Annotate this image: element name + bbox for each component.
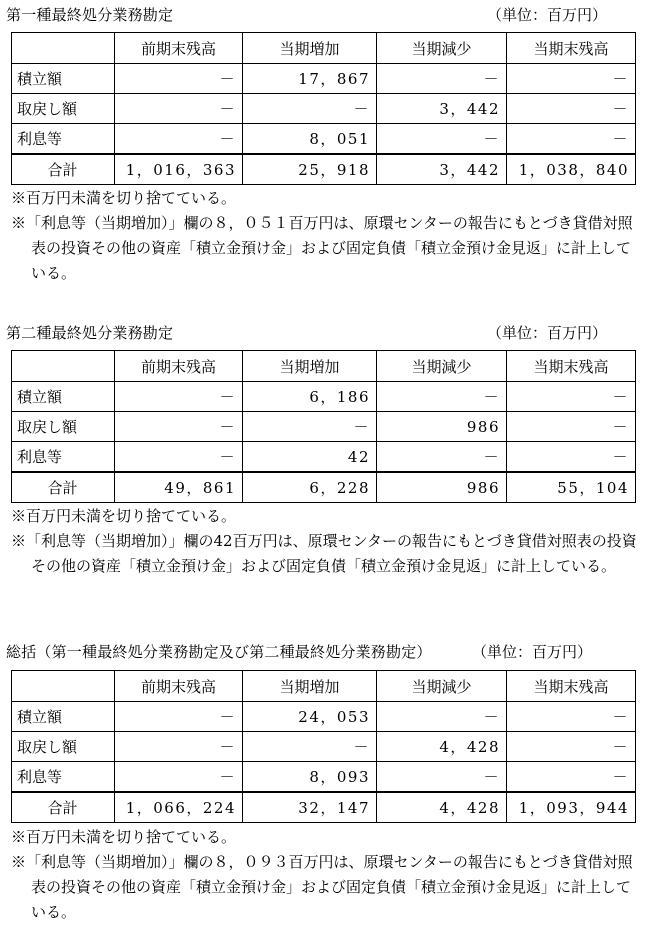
value-cell: 8，093 (243, 762, 377, 793)
header-cell: 前期末残高 (115, 351, 243, 382)
value-cell: － (243, 412, 377, 442)
row-label: 積立額 (12, 64, 115, 94)
header-cell: 当期末残高 (507, 33, 636, 64)
section-header (0, 318, 654, 344)
section-title: 総括（第一種最終処分業務勘定及び第二種最終処分業務勘定） (6, 643, 432, 661)
total-cell: 55，104 (507, 472, 636, 503)
notes (11, 186, 641, 286)
value-cell: － (243, 94, 377, 124)
header-cell: 当期増加 (243, 671, 377, 702)
total-cell: 1，038，840 (507, 154, 636, 185)
table-row (12, 64, 636, 94)
value-cell: 6，186 (243, 382, 377, 412)
section-type1 (0, 0, 654, 282)
total-label: 合計 (12, 472, 115, 503)
total-cell: 25，918 (243, 154, 377, 185)
header-cell: 当期末残高 (507, 351, 636, 382)
table-header-row (12, 33, 636, 64)
value-cell: － (115, 64, 243, 94)
row-label: 取戻し額 (12, 94, 115, 124)
total-row (12, 472, 636, 503)
value-cell: 24，053 (243, 702, 377, 732)
header-cell: 当期減少 (377, 33, 507, 64)
account-table (11, 32, 636, 185)
value-cell: － (507, 702, 636, 732)
value-cell: － (115, 94, 243, 124)
header-cell: 当期末残高 (507, 671, 636, 702)
table-row (12, 382, 636, 412)
total-cell: 4，428 (377, 792, 507, 823)
value-cell: － (377, 124, 507, 155)
unit-label: （単位：百万円） (472, 643, 593, 661)
notes (11, 825, 641, 925)
unit-label: （単位：百万円） (487, 6, 608, 24)
total-cell: 1，093，944 (507, 792, 636, 823)
header-cell: 当期増加 (243, 33, 377, 64)
value-cell: － (115, 412, 243, 442)
value-cell: － (507, 64, 636, 94)
value-cell: － (115, 124, 243, 155)
total-label: 合計 (12, 154, 115, 185)
total-cell: 6，228 (243, 472, 377, 503)
table-row (12, 94, 636, 124)
value-cell: － (377, 702, 507, 732)
account-table (11, 670, 636, 823)
value-cell: － (507, 94, 636, 124)
row-label: 利息等 (12, 124, 115, 155)
table-row (12, 412, 636, 442)
value-cell: － (507, 412, 636, 442)
value-cell: － (377, 382, 507, 412)
value-cell: － (507, 442, 636, 473)
value-cell: 3，442 (377, 94, 507, 124)
value-cell: － (377, 762, 507, 793)
value-cell: － (507, 382, 636, 412)
total-cell: 3，442 (377, 154, 507, 185)
header-cell: 当期減少 (377, 351, 507, 382)
value-cell: 17，867 (243, 64, 377, 94)
row-label: 積立額 (12, 702, 115, 732)
total-cell: 986 (377, 472, 507, 503)
value-cell: 986 (377, 412, 507, 442)
section-header (0, 637, 654, 663)
table-row (12, 124, 636, 155)
total-cell: 32，147 (243, 792, 377, 823)
header-cell (12, 33, 115, 64)
header-cell: 前期末残高 (115, 671, 243, 702)
value-cell: 8，051 (243, 124, 377, 155)
value-cell: － (377, 442, 507, 473)
row-label: 積立額 (12, 382, 115, 412)
table-row (12, 442, 636, 473)
value-cell: － (115, 762, 243, 793)
note: ※百万円未満を切り捨てている。 (11, 828, 237, 846)
table-header-row (12, 671, 636, 702)
total-row (12, 792, 636, 823)
section-title: 第二種最終処分業務勘定 (6, 324, 174, 342)
value-cell: 4，428 (377, 732, 507, 762)
header-cell: 当期増加 (243, 351, 377, 382)
total-cell: 49，861 (115, 472, 243, 503)
header-cell: 当期減少 (377, 671, 507, 702)
note: ※「利息等（当期増加）」欄の８，０９３百万円は、原環センターの報告にもとづき貸借対照表の投資その他の資産「積立金預け金」および固定負債「積立金預け金見返」に計上している。 (11, 853, 633, 921)
value-cell: － (507, 762, 636, 793)
value-cell: － (115, 732, 243, 762)
table-row (12, 732, 636, 762)
value-cell: － (115, 382, 243, 412)
header-cell (12, 351, 115, 382)
total-row (12, 154, 636, 185)
table-row (12, 762, 636, 793)
row-label: 取戻し額 (12, 732, 115, 762)
table-header-row (12, 351, 636, 382)
total-label: 合計 (12, 792, 115, 823)
value-cell: － (507, 732, 636, 762)
section-type2 (0, 318, 654, 575)
value-cell: － (115, 442, 243, 473)
row-label: 利息等 (12, 762, 115, 793)
value-cell: － (243, 732, 377, 762)
section-header (0, 0, 654, 26)
value-cell: － (377, 64, 507, 94)
total-cell: 1，016，363 (115, 154, 243, 185)
row-label: 利息等 (12, 442, 115, 473)
note: ※「利息等（当期増加）」欄の８，０５１百万円は、原環センターの報告にもとづき貸借対照表の投資その他の資産「積立金預け金」および固定負債「積立金預け金見返」に計上している。 (11, 214, 633, 282)
row-label: 取戻し額 (12, 412, 115, 442)
section-summary (0, 637, 654, 921)
note: ※百万円未満を切り捨てている。 (11, 189, 237, 207)
notes (11, 504, 641, 579)
value-cell: － (507, 124, 636, 155)
value-cell: － (115, 702, 243, 732)
header-cell: 前期末残高 (115, 33, 243, 64)
value-cell: 42 (243, 442, 377, 473)
header-cell (12, 671, 115, 702)
account-table (11, 350, 636, 503)
total-cell: 1，066，224 (115, 792, 243, 823)
unit-label: （単位：百万円） (487, 324, 608, 342)
table-row (12, 702, 636, 732)
section-title: 第一種最終処分業務勘定 (6, 6, 174, 24)
note: ※「利息等（当期増加）」欄の42百万円は、原環センターの報告にもとづき貸借対照表の投資その他の資産「積立金預け金」および固定負債「積立金預け金見返」に計上している。 (11, 532, 637, 575)
note: ※百万円未満を切り捨てている。 (11, 507, 237, 525)
